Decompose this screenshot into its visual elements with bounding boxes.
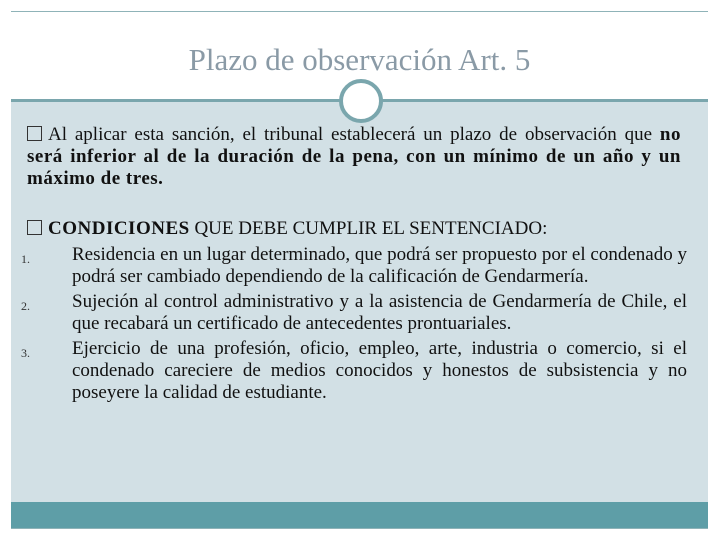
- bullet-box-icon: [27, 126, 42, 141]
- list-number: 3.: [21, 346, 30, 360]
- bullet-observation-period: [27, 124, 681, 190]
- list-number: 1.: [21, 252, 30, 266]
- bullet-box-icon: [27, 220, 42, 235]
- list-item: [21, 244, 687, 288]
- bullet-conditions-heading: [27, 218, 687, 240]
- list-item: [21, 338, 687, 404]
- bullet1-text: Al aplicar esta sanción, el tribunal establecerá un plazo de observación que: [48, 124, 660, 145]
- bottom-band: [11, 502, 708, 528]
- slide-title: Plazo de observación Art. 5: [188, 42, 531, 77]
- list-number: 2.: [21, 299, 30, 313]
- list-item-text: Sujeción al control administrativo y a la asistencia de Gendarmería de Chile, el que recabará un certificado de antecedentes prontuariales.: [72, 291, 687, 334]
- conditions-rest: QUE DEBE CUMPLIR EL SENTENCIADO:: [189, 218, 548, 239]
- divider-circle-ornament: [339, 79, 383, 123]
- list-item: [21, 291, 687, 335]
- conditions-list: [21, 244, 687, 407]
- list-item-text: Residencia en un lugar determinado, que podrá ser propuesto por el condenado y podrá ser cambiado dependiendo de la calificación de Gendarmería.: [72, 244, 687, 287]
- list-item-text: Ejercicio de una profesión, oficio, empleo, arte, industria o comercio, si el condenado careciere de medios conocidos y honestos de subsistencia y no poseyere la calidad de estudiante.: [72, 338, 687, 403]
- bullet1-bold-text: no será inferior al de la duración de la pena, con un mínimo de un año y un máximo de tres.: [27, 124, 681, 189]
- conditions-bold: CONDICIONES: [48, 218, 190, 239]
